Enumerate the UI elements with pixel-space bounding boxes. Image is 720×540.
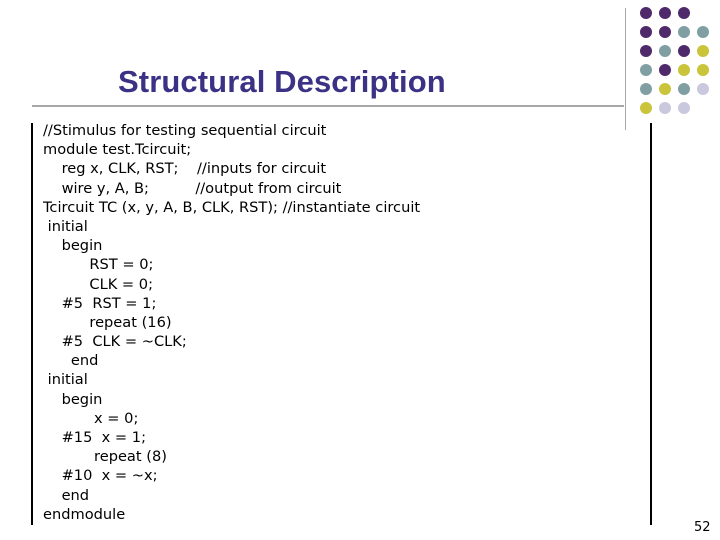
code-text: #10 x = ~x; xyxy=(61,467,158,485)
code-line xyxy=(43,275,420,294)
code-text: CLK = 0; xyxy=(89,275,153,293)
code-keyword: module xyxy=(43,141,98,159)
code-text: y, A, B; //output from circuit xyxy=(92,179,342,197)
code-listing xyxy=(43,121,420,524)
code-line xyxy=(43,159,420,178)
code-line xyxy=(43,505,420,524)
code-line xyxy=(43,140,420,159)
code-line xyxy=(43,351,420,370)
page-number: 52 xyxy=(694,520,711,535)
code-line xyxy=(43,486,420,505)
code-text: #5 CLK = ~CLK; xyxy=(61,333,187,351)
code-line xyxy=(43,121,420,140)
code-text: Tcircuit TC (x, y, A, B, CLK, RST); //instantiate circuit xyxy=(43,198,421,216)
slide-title: Structural Description xyxy=(118,64,446,99)
decorative-dot xyxy=(697,45,709,57)
code-line xyxy=(43,236,420,255)
decorative-dot xyxy=(640,26,652,38)
decorative-dot xyxy=(678,102,690,114)
decorative-dot xyxy=(678,64,690,76)
decorative-dot xyxy=(678,83,690,95)
code-line xyxy=(43,370,420,389)
decorative-dot xyxy=(678,26,690,38)
decorative-dot xyxy=(659,83,671,95)
code-line xyxy=(43,428,420,447)
code-keyword: initial xyxy=(47,371,88,389)
decorative-dot xyxy=(697,26,709,38)
code-text: RST = 0; xyxy=(89,256,154,274)
decorative-dot xyxy=(640,7,652,19)
code-line xyxy=(43,447,420,466)
decorative-vertical-rule xyxy=(625,8,626,130)
code-line xyxy=(43,466,420,485)
code-keyword: end xyxy=(70,352,99,370)
decorative-dot xyxy=(659,7,671,19)
code-line xyxy=(43,198,420,217)
code-keyword: endmodule xyxy=(43,505,126,523)
decorative-dot xyxy=(640,64,652,76)
code-text: #15 x = 1; xyxy=(61,429,146,446)
decorative-dot xyxy=(640,102,652,114)
code-keyword: reg xyxy=(61,160,86,178)
code-text: test.Tcircuit; xyxy=(97,141,192,159)
code-text: (16) xyxy=(136,313,172,331)
code-keyword: wire xyxy=(61,179,93,197)
code-keyword: initial xyxy=(47,217,88,235)
code-line xyxy=(43,217,420,236)
code-keyword: begin xyxy=(61,237,103,255)
code-line xyxy=(43,294,420,313)
title-underline xyxy=(32,105,624,107)
decorative-dot xyxy=(659,45,671,57)
code-line xyxy=(43,332,420,351)
code-keyword: begin xyxy=(61,390,103,408)
decorative-dot xyxy=(659,26,671,38)
code-line xyxy=(43,255,420,274)
decorative-dot xyxy=(678,45,690,57)
code-text: (8) xyxy=(141,448,167,466)
decorative-dot xyxy=(640,45,652,57)
code-line xyxy=(43,179,420,198)
code-text: x, CLK, RST; //inputs for circuit xyxy=(85,160,327,178)
code-text: x = 0; xyxy=(94,409,139,427)
decorative-dot xyxy=(678,7,690,19)
decorative-dot xyxy=(659,102,671,114)
decorative-dot xyxy=(697,64,709,76)
code-line xyxy=(43,390,420,409)
code-keyword: repeat xyxy=(94,448,142,466)
decorative-dot xyxy=(640,83,652,95)
code-line xyxy=(43,409,420,428)
decorative-dot xyxy=(659,64,671,76)
code-line xyxy=(43,313,420,332)
code-text: //Stimulus for testing sequential circuit xyxy=(43,122,327,139)
code-keyword: repeat xyxy=(89,313,137,331)
decorative-dot xyxy=(697,83,709,95)
code-text: #5 RST = 1; xyxy=(61,294,157,312)
code-keyword: end xyxy=(61,486,90,504)
